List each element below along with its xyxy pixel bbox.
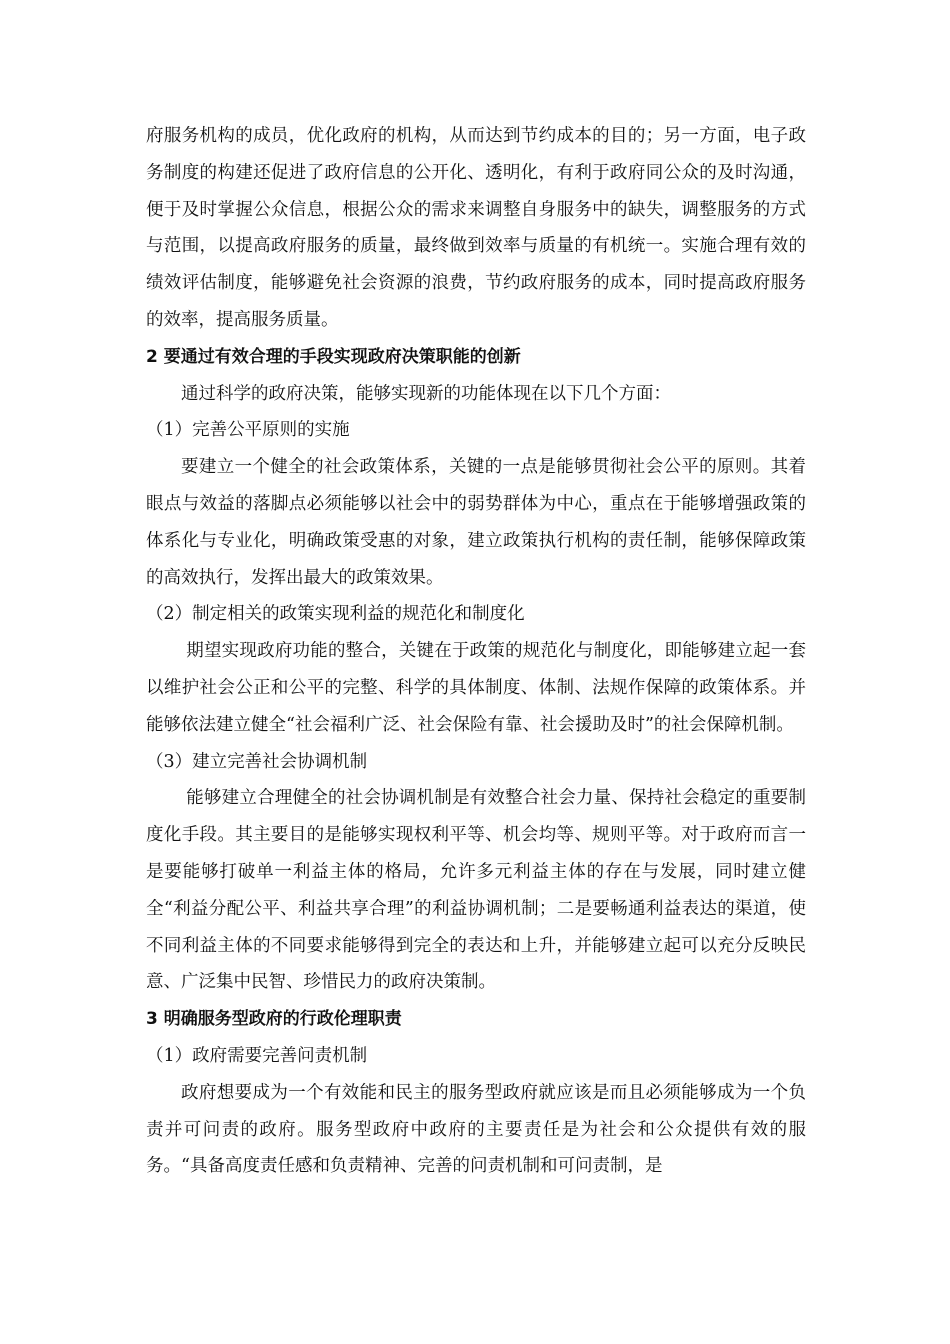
- subheading-2-2: （2）制定相关的政策实现利益的规范化和制度化: [146, 604, 525, 625]
- paragraph-5: 能够建立合理健全的社会协调机制是有效整合社会力量、保持社会稳定的重要制度化手段。其主要目的是能够实现权利平等、机会均等、规则平等。对于政府而言一是要能够打破单一利益主体的格局，允许多元利益主体的存在与发展，同时建立健全“利益分配公平、利益共享合理”的利益协调机制；二是要畅通利益表达的渠道，使不同利益主体的不同要求能够得到完全的表达和上升，并能够建立起可以充分反映民意、广泛集中民智、珍惜民力的政府决策制。: [146, 788, 806, 993]
- paragraph-3: 要建立一个健全的社会政策体系，关键的一点是能够贯彻社会公平的原则。其着眼点与效益的落脚点必须能够以社会中的弱势群体为中心，重点在于能够增强政策的体系化与专业化，明确政策受惠的对象，建立政策执行机构的责任制，能够保障政策的高效执行，发挥出最大的政策效果。: [146, 457, 806, 588]
- section-heading-3: 3 明确服务型政府的行政伦理职责: [146, 1009, 402, 1030]
- paragraph-2: 通过科学的政府决策，能够实现新的功能体现在以下几个方面：: [181, 383, 671, 404]
- paragraph-4: 期望实现政府功能的整合，关键在于政策的规范化与制度化，即能够建立起一套以维护社会公正和公平的完整、科学的具体制度、体制、法规作保障的政策体系。并能够依法建立健全“社会福利广泛、社会保险有靠、社会援助及时”的社会保障机制。: [146, 641, 806, 735]
- paragraph-1: 府服务机构的成员，优化政府的机构，从而达到节约成本的目的；另一方面，电子政务制度的构建还促进了政府信息的公开化、透明化，有利于政府同公众的及时沟通，便于及时掌握公众信息，根据公众的需求来调整自身服务中的缺失，调整服务的方式与范围，以提高政府服务的质量，最终做到效率与质量的有机统一。实施合理有效的绩效评估制度，能够避免社会资源的浪费，节约政府服务的成本，同时提高政府服务的效率，提高服务质量。: [146, 126, 806, 330]
- subheading-3-1: （1）政府需要完善问责机制: [146, 1045, 368, 1066]
- subheading-2-1: （1）完善公平原则的实施: [146, 420, 350, 441]
- subheading-2-3: （3）建立完善社会协调机制: [146, 751, 368, 772]
- document-body: [146, 118, 806, 1185]
- section-heading-2: 2 要通过有效合理的手段实现政府决策职能的创新: [146, 346, 521, 367]
- paragraph-6: 政府想要成为一个有效能和民主的服务型政府就应该是而且必须能够成为一个负责并可问责的政府。服务型政府中政府的主要责任是为社会和公众提供有效的服务。“具备高度责任感和负责精神、完善的问责机制和可问责制，是: [146, 1082, 806, 1177]
